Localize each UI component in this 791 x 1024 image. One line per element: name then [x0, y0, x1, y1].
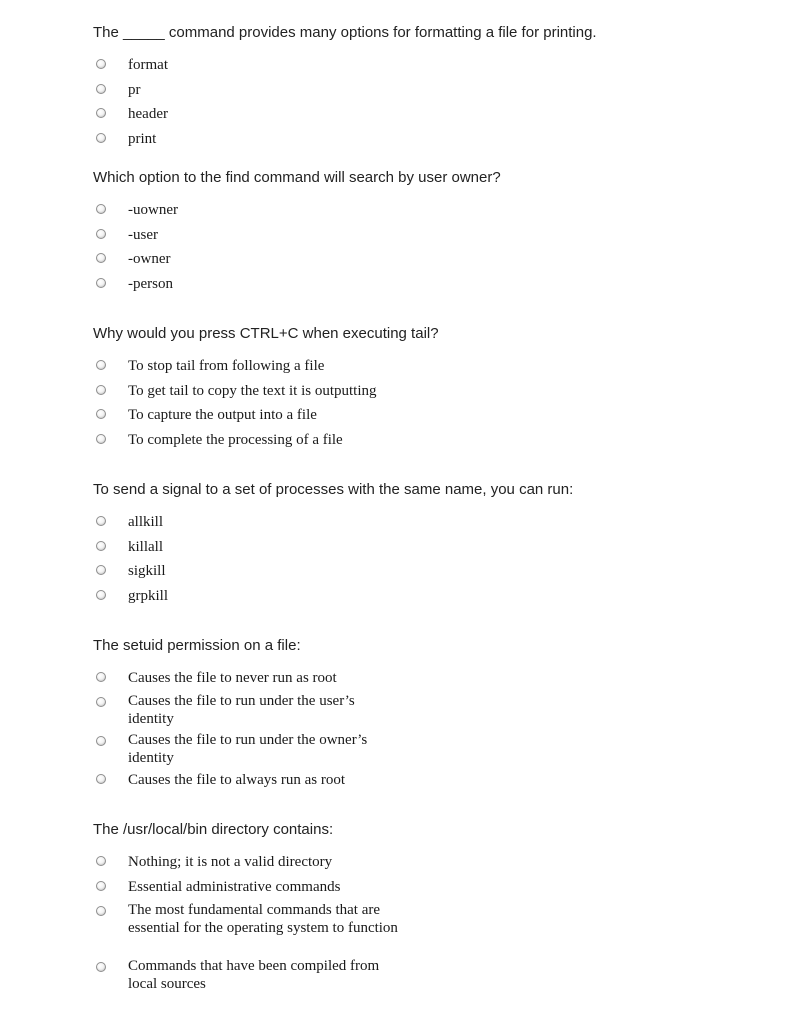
- radio-button[interactable]: [96, 434, 106, 444]
- radio-button[interactable]: [96, 84, 106, 94]
- option-label: To get tail to copy the text it is outputting: [128, 383, 377, 399]
- option-label: Causes the file to always run as root: [128, 772, 346, 788]
- question-3-text: Why would you press CTRL+C when executing tail?: [93, 325, 439, 342]
- radio-button[interactable]: [96, 774, 106, 784]
- radio-button[interactable]: [96, 736, 106, 746]
- option-label: -owner: [128, 251, 171, 267]
- radio-button[interactable]: [96, 385, 106, 395]
- radio-button[interactable]: [96, 672, 106, 682]
- option-label: -user: [128, 227, 158, 243]
- radio-button[interactable]: [96, 906, 106, 916]
- option-label: Essential administrative commands: [128, 879, 341, 895]
- option-label: grpkill: [128, 588, 168, 604]
- option-label: Causes the file to run under the owner’s identity: [128, 732, 368, 766]
- option-label: pr: [128, 82, 141, 98]
- question-1-text: The _____ command provides many options for formatting a file for printing.: [93, 24, 597, 41]
- option-label: Commands that have been compiled from local sources: [128, 958, 380, 992]
- radio-button[interactable]: [96, 516, 106, 526]
- option-label: -person: [128, 276, 173, 292]
- option-label: To stop tail from following a file: [128, 358, 325, 374]
- option-label: killall: [128, 539, 163, 555]
- radio-button[interactable]: [96, 541, 106, 551]
- radio-button[interactable]: [96, 409, 106, 419]
- question-6-text: The /usr/local/bin directory contains:: [93, 821, 334, 838]
- option-label: The most fundamental commands that are essential for the operating system to function: [128, 902, 398, 936]
- radio-button[interactable]: [96, 360, 106, 370]
- option-label: -uowner: [128, 202, 178, 218]
- radio-button[interactable]: [96, 590, 106, 600]
- question-5-text: The setuid permission on a file:: [93, 637, 301, 654]
- radio-button[interactable]: [96, 253, 106, 263]
- radio-button[interactable]: [96, 278, 106, 288]
- radio-button[interactable]: [96, 204, 106, 214]
- question-4-text: To send a signal to a set of processes with the same name, you can run:: [93, 481, 574, 498]
- question-2-text: Which option to the find command will search by user owner?: [93, 169, 501, 186]
- radio-button[interactable]: [96, 565, 106, 575]
- radio-button[interactable]: [96, 108, 106, 118]
- radio-button[interactable]: [96, 962, 106, 972]
- option-label: print: [128, 131, 157, 147]
- option-label: format: [128, 57, 168, 73]
- option-label: sigkill: [128, 563, 166, 579]
- radio-button[interactable]: [96, 856, 106, 866]
- radio-button[interactable]: [96, 697, 106, 707]
- radio-button[interactable]: [96, 59, 106, 69]
- option-label: Causes the file to never run as root: [128, 670, 337, 686]
- option-label: Nothing; it is not a valid directory: [128, 854, 333, 870]
- option-label: Causes the file to run under the user’s identity: [128, 693, 355, 727]
- option-label: To complete the processing of a file: [128, 432, 343, 448]
- option-label: allkill: [128, 514, 163, 530]
- radio-button[interactable]: [96, 881, 106, 891]
- radio-button[interactable]: [96, 229, 106, 239]
- radio-button[interactable]: [96, 133, 106, 143]
- option-label: To capture the output into a file: [128, 407, 317, 423]
- option-label: header: [128, 106, 168, 122]
